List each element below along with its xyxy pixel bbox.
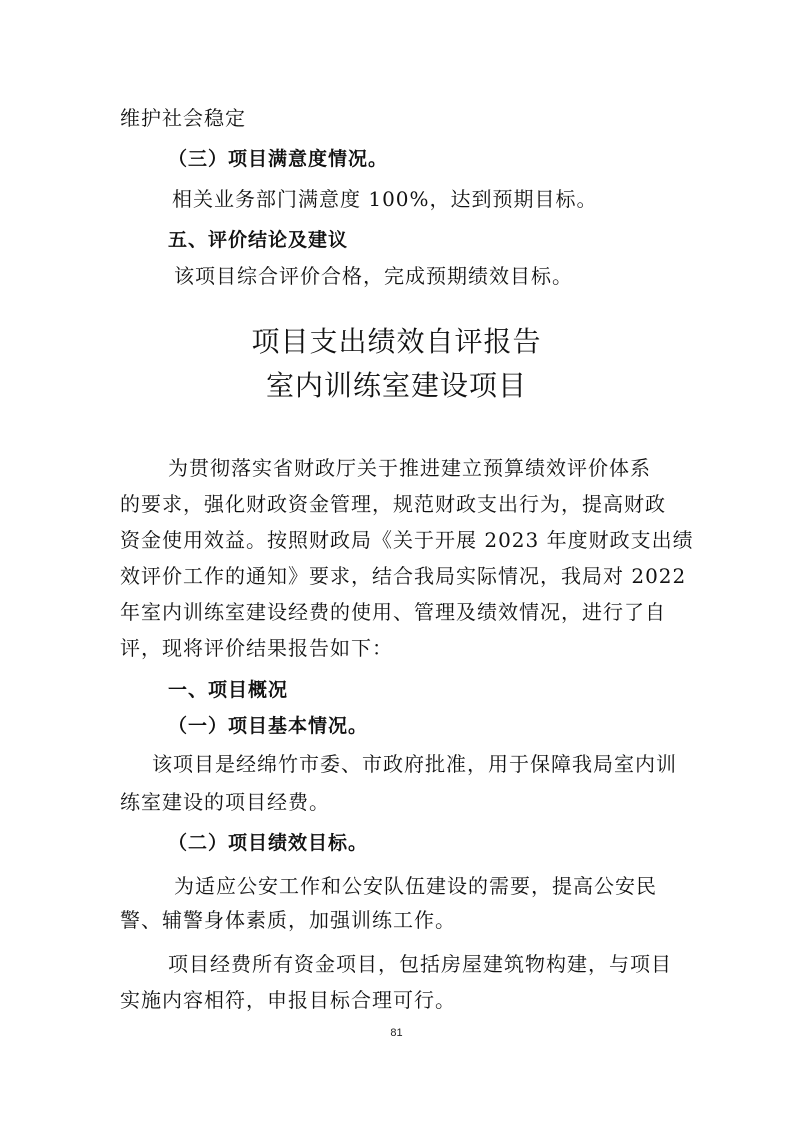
paragraph-line: 项目经费所有资金项目，包括房屋建筑物构建，与项目 [168,952,672,976]
paragraph-line: 实施内容相符，申报目标合理可行。 [120,988,456,1012]
paragraph-line: 练室建设的项目经费。 [120,790,330,814]
intro-line: 资金使用效益。按照财政局《关于开展 2023 年度财政支出绩 [120,528,694,552]
page-number: 81 [390,1027,403,1039]
intro-line: 年室内训练室建设经费的使用、管理及绩效情况，进行了自 [120,600,666,624]
section-heading-satisfaction: （三）项目满意度情况。 [168,148,389,170]
section-heading-basic-info: （一）项目基本情况。 [168,715,369,737]
paragraph-line: 警、辅警身体素质，加强训练工作。 [120,908,456,932]
intro-line: 效评价工作的通知》要求，结合我局实际情况，我局对 2022 [120,564,687,588]
section-heading-performance-goal: （二）项目绩效目标。 [168,832,369,854]
section-heading-overview: 一、项目概况 [168,679,289,701]
report-subtitle: 室内训练室建设项目 [265,369,527,402]
paragraph-line: 维护社会稳定 [120,106,246,130]
section-heading-conclusion: 五、评价结论及建议 [168,229,349,251]
intro-line: 评，现将评价结果报告如下： [120,636,393,660]
paragraph-line: 该项目综合评价合格，完成预期绩效目标。 [174,264,573,288]
intro-line: 的要求，强化财政资金管理，规范财政支出行为，提高财政 [120,492,666,516]
paragraph-line: 为适应公安工作和公安队伍建设的需要，提高公安民 [174,874,657,898]
report-title: 项目支出绩效自评报告 [251,325,542,358]
intro-line: 为贯彻落实省财政厅关于推进建立预算绩效评价体系 [168,456,651,480]
paragraph-line: 该项目是经绵竹市委、市政府批准，用于保障我局室内训 [152,752,677,776]
paragraph-line: 相关业务部门满意度 100%，达到预期目标。 [172,187,598,211]
